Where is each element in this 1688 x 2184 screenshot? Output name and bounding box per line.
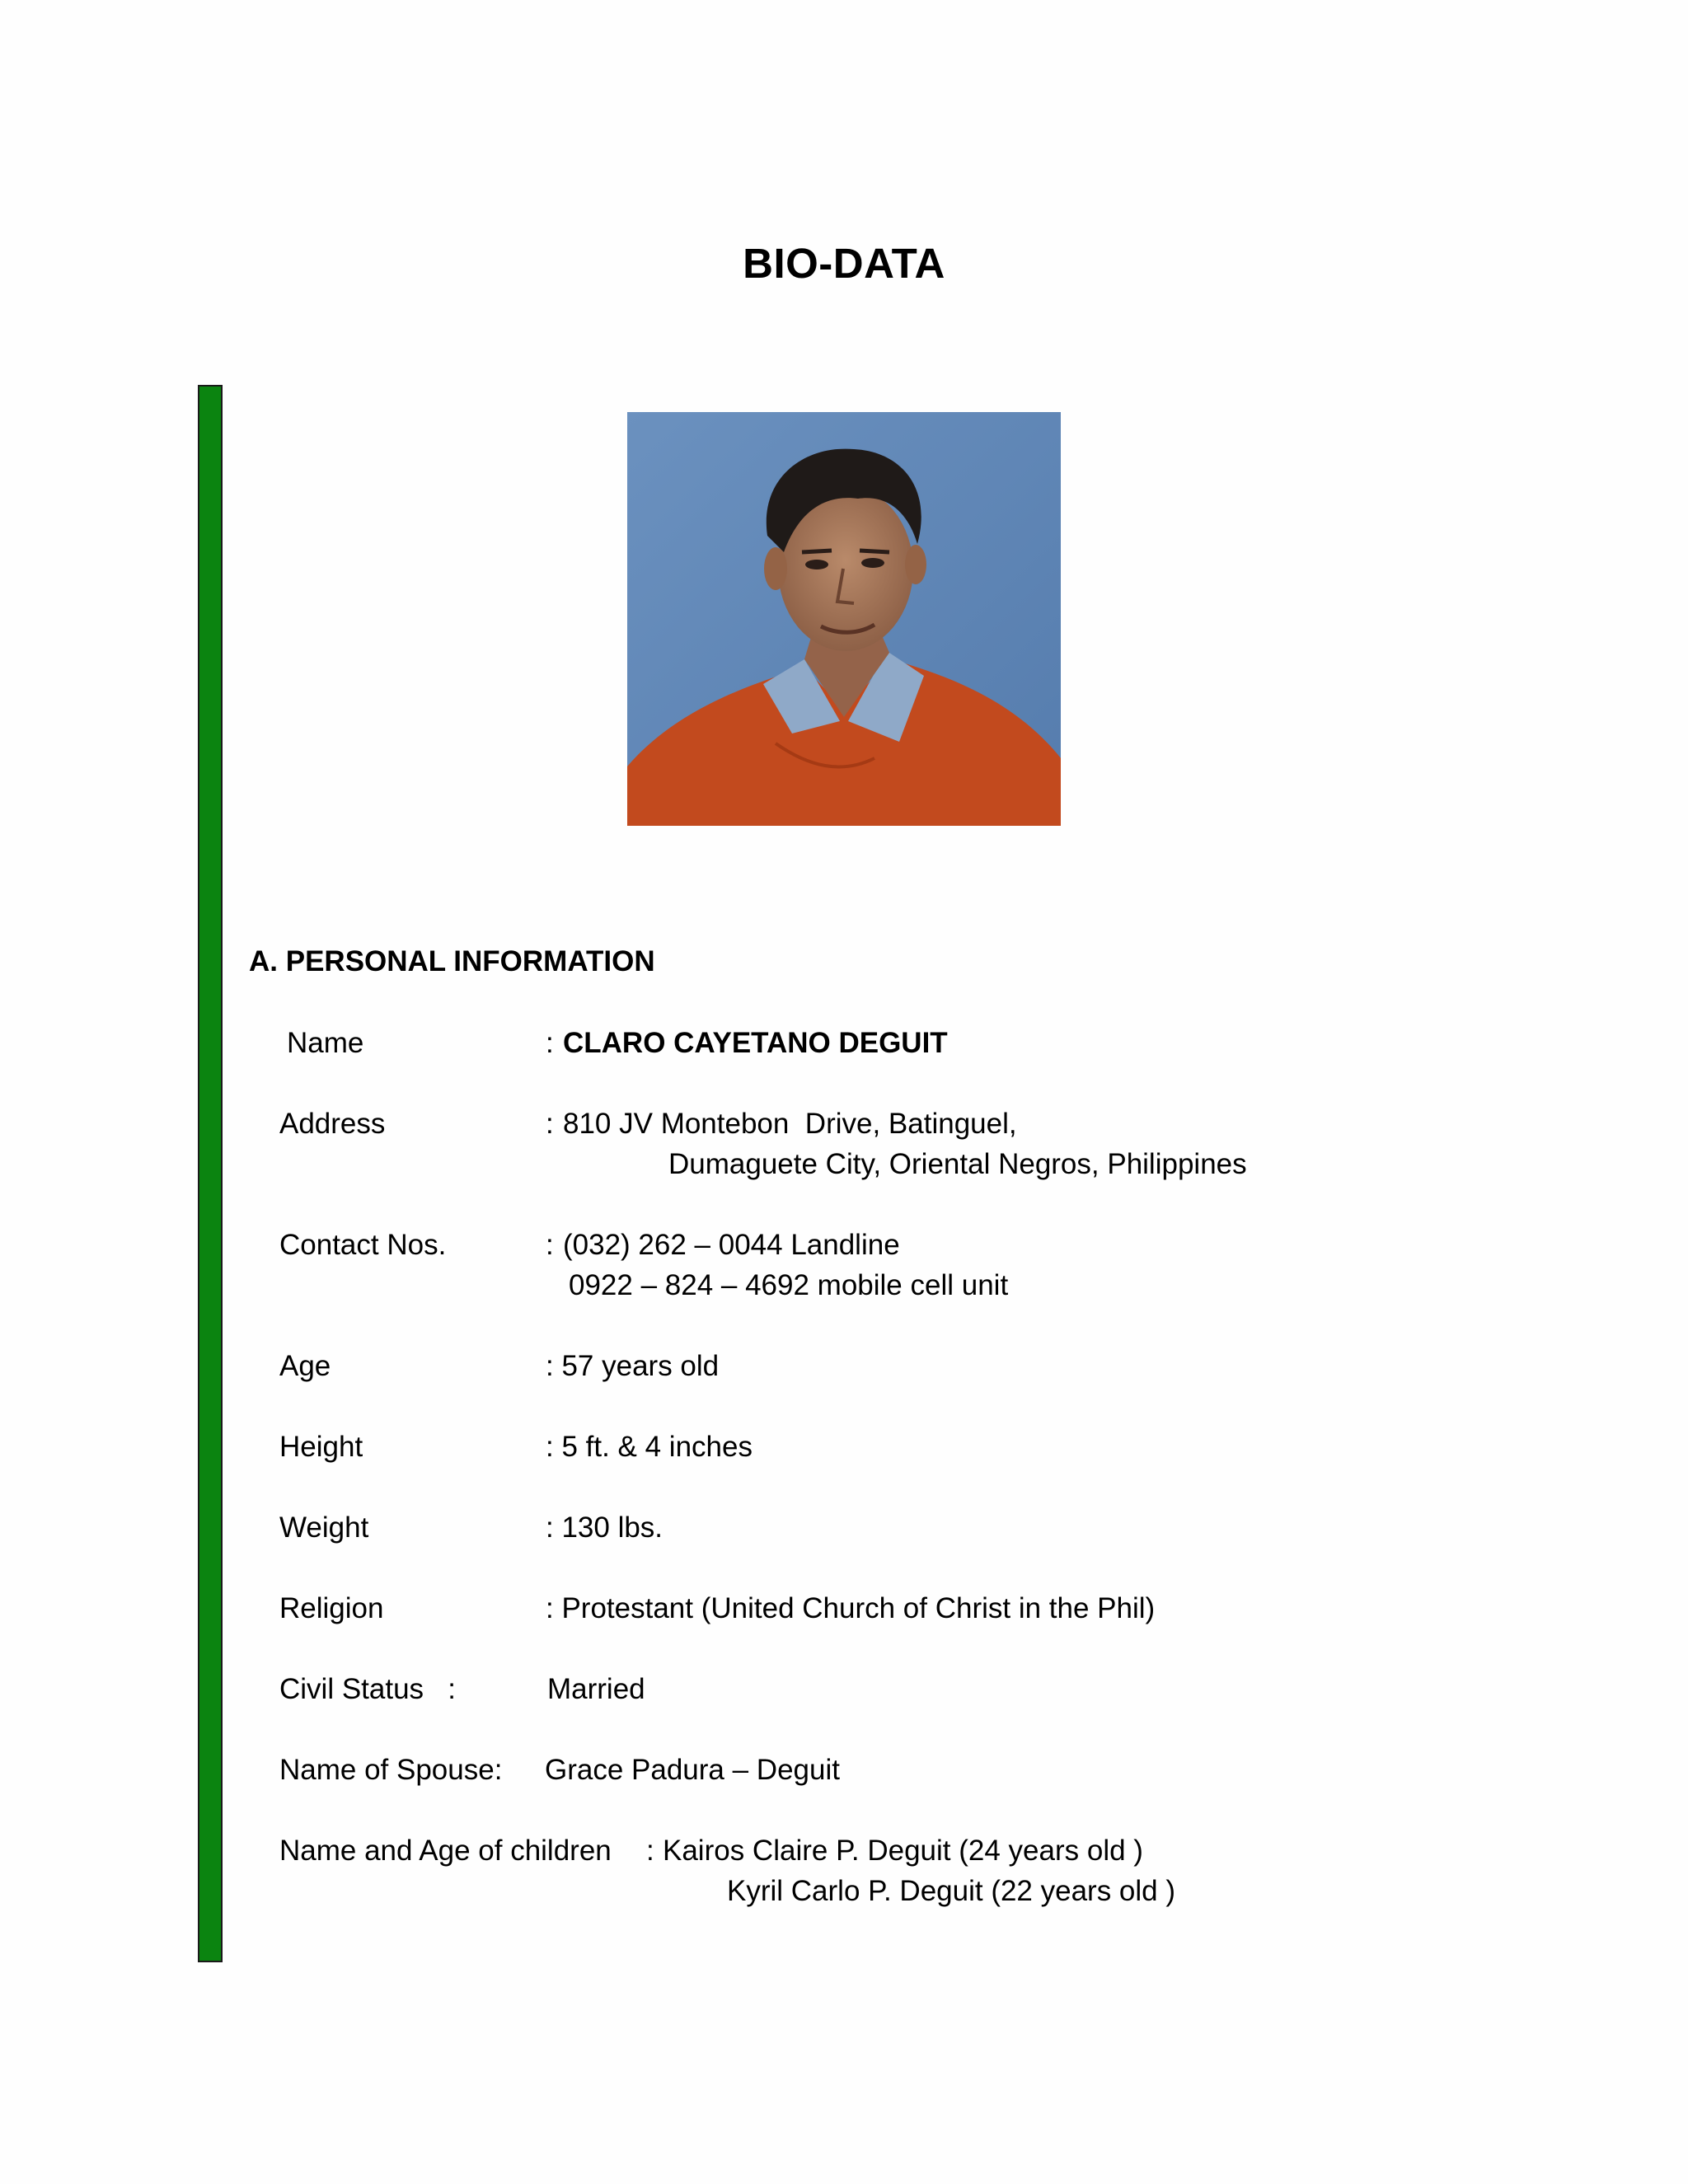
religion-label: Religion: [279, 1592, 384, 1624]
weight-label: Weight: [279, 1511, 369, 1544]
name-separator: :: [546, 1027, 554, 1059]
address-line1: 810 JV Montebon Drive, Batinguel,: [563, 1108, 1017, 1140]
address-label: Address: [279, 1108, 386, 1140]
name-label: Name: [287, 1027, 364, 1059]
age-label: Age: [279, 1350, 331, 1382]
contact-line2: 0922 – 824 – 4692 mobile cell unit: [569, 1269, 1009, 1301]
height-value: : 5 ft. & 4 inches: [546, 1431, 753, 1463]
contact-label: Contact Nos.: [279, 1229, 447, 1261]
age-value: : 57 years old: [546, 1350, 720, 1382]
portrait-photo: [627, 412, 1061, 826]
children-line1: Kairos Claire P. Deguit (24 years old ): [663, 1835, 1143, 1867]
children-line2: Kyril Carlo P. Deguit (22 years old ): [727, 1875, 1176, 1907]
civil-status-label: Civil Status :: [279, 1673, 456, 1705]
address-separator: :: [546, 1108, 554, 1140]
spouse-label: Name of Spouse:: [279, 1754, 503, 1786]
section-heading: A. PERSONAL INFORMATION: [249, 945, 655, 977]
spouse-value: Grace Padura – Deguit: [545, 1754, 840, 1786]
contact-separator: :: [546, 1229, 554, 1261]
civil-status-value: Married: [547, 1673, 645, 1705]
religion-value: : Protestant (United Church of Christ in the Phil): [546, 1592, 1156, 1624]
name-value: CLARO CAYETANO DEGUIT: [563, 1027, 948, 1059]
accent-bar: [198, 385, 223, 1962]
height-label: Height: [279, 1431, 363, 1463]
contact-line1: (032) 262 – 0044 Landline: [563, 1229, 900, 1261]
address-line2: Dumaguete City, Oriental Negros, Philippines: [668, 1148, 1247, 1180]
children-label: Name and Age of children: [279, 1835, 612, 1867]
children-separator: :: [646, 1835, 654, 1867]
page-title: BIO-DATA: [743, 240, 945, 287]
weight-value: : 130 lbs.: [546, 1511, 663, 1544]
